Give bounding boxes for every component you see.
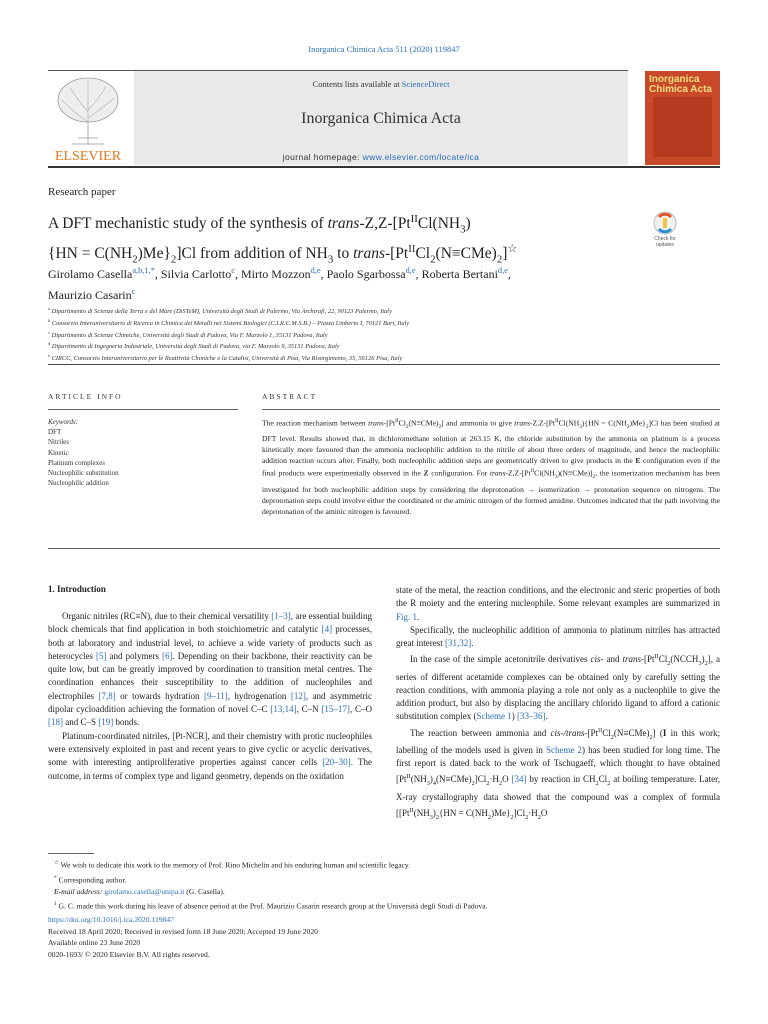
elsevier-logo bbox=[48, 72, 128, 166]
footnote-email[interactable]: E-mail address: girolamo.casella@unipa.it (G. Casella). bbox=[54, 887, 225, 897]
journal-homepage: journal homepage: www.elsevier.com/locate/ica bbox=[282, 152, 480, 162]
keyword-item: DFT bbox=[48, 428, 62, 437]
cover-title-2: Chimica Acta bbox=[649, 84, 712, 95]
keywords-label: Keywords: bbox=[48, 418, 79, 426]
affiliation-d: $^d$ Dipartimento di Ingegneria Industriale, Università degli Studi di Padova, via F. Marzolo 9, 35131 Padova, Italy bbox=[48, 341, 340, 351]
abstract-end-rule bbox=[48, 548, 720, 549]
keyword-item: Nitriles bbox=[48, 438, 69, 447]
journal-cover-image[interactable] bbox=[645, 71, 720, 165]
doi-block bbox=[48, 914, 318, 960]
svg-text:updates: updates bbox=[656, 242, 674, 248]
introduction-heading: 1. Introduction bbox=[48, 584, 106, 594]
keyword-item: Platinum complexes bbox=[48, 458, 105, 467]
journal-citation-link[interactable]: Inorganica Chimica Acta 511 (2020) 119847 bbox=[308, 44, 460, 54]
article-info-heading: ARTICLE INFO bbox=[48, 392, 123, 401]
article-title: A DFT mechanistic study of the synthesis of trans-$Z,Z-[Pt^{II}Cl(NH_3)$ $\{HN = C(NH_2)Me\}_2]Cl$ from addition of $NH_3$ to trans-$[Pt^{II}Cl_2(N\equiv CMe)_2]^☆$ bbox=[48, 213, 518, 266]
footnote-corresponding: * Corresponding author. bbox=[54, 874, 127, 885]
cover-title-1: Inorganica bbox=[649, 74, 700, 85]
doi-link[interactable]: https://doi.org/10.1016/j.ica.2020.119847 bbox=[48, 915, 174, 924]
intro-column-2: state of the metal, the reaction conditions, and the electronic and steric properties of both the R moiety and the entering nucleophile. Some relevant examples are summarized in Fig. 1. Specifically, the nucleophilic addition of ammonia to platinum nitriles has attracted great interest [31,32]. In the case of the simple acetonitrile derivatives cis- and trans-$[Pt^{II}Cl_2(NCCH_3)_2]$, a series of different acetamide complexes can be obtained only by carefully setting the reaction conditions, with ammonia playing a role not only as a nucleophile to give the addition product, but also by displacing the ancillary chlorido ligand to afford a cationic substitution complex (Scheme 1) [33–36]. The reaction between ammonia and cis-$/trans-[Pt^{II}Cl_2(N\equiv CMe)_2]$ (I in this work; labelling of the models used is given in Scheme 2) has been studied for long time. The first report is dated back to the work of Tschugaeff, which thought to have obtained $[Pt^{II}(NH_3)_4(N\equiv CMe)_2]Cl_2\cdot H_2O$ [34] by reaction in $CH_2Cl_2$ at boiling temperature. Later, X-ray crystallography data showed that the compound was a complex of formula [$[Pt^{II}(NH_3)_2\{HN = C(NH_2)Me\}_2]Cl_2\cdot H_2O$ bbox=[396, 585, 721, 821]
homepage-link[interactable]: www.elsevier.com/locate/ica bbox=[362, 152, 480, 162]
available-online: Available online 23 June 2020 bbox=[48, 938, 141, 948]
keyword-item: Kinetic bbox=[48, 448, 69, 457]
sciencedirect-link[interactable]: ScienceDirect bbox=[401, 79, 450, 89]
copyright: 0020-1693/ © 2020 Elsevier B.V. All rights reserved. bbox=[48, 949, 210, 959]
elsevier-logo-text: ELSEVIER bbox=[54, 149, 122, 164]
check-for-updates-badge[interactable] bbox=[648, 210, 682, 248]
abstract-heading: ABSTRACT bbox=[262, 392, 318, 401]
article-type: Research paper bbox=[48, 186, 116, 198]
footnote-dedication: ☆ We wish to dedicate this work to the memory of Prof. Rino Michelin and his enduring human and scientific legacy. bbox=[54, 860, 411, 870]
keyword-item: Nucleophilic substitution bbox=[48, 469, 119, 478]
affiliation-a: $^a$ Dipartimento di Scienze della Terra e del Mare (DiSTeM), Università degli Studi di Palermo, Via Archirafi, 22, 90123 Palermo, Italy bbox=[48, 306, 392, 316]
abstract-rule bbox=[262, 409, 720, 410]
svg-text:Check for: Check for bbox=[654, 236, 676, 242]
footnotes bbox=[48, 857, 720, 913]
keyword-item: Nucleophilic addition bbox=[48, 479, 109, 488]
affiliation-e: $^e$ CIRCC, Consorzio Interuniversitario per le Reattività Chimiche e la Catalisi, Università di Pisa, Via Risorgimento, 35, 56126 Pisa, Italy bbox=[48, 353, 403, 363]
affiliation-c: $^c$ Dipartimento di Scienze Chimiche, Università degli Studi di Padova, Via F. Marzolo 1, 35131 Padova, Italy bbox=[48, 329, 328, 339]
article-info-rule bbox=[48, 409, 238, 410]
footnote-rule bbox=[48, 853, 94, 854]
keywords-block bbox=[48, 417, 119, 488]
affiliation-b: $^b$ Consorzio Interuniversitario di Ricerca in Chimica dei Metalli nei Sistemi Biologici (C.I.R.C.M.S.B.) – Piazza Umberto I, 70121 Bari, Italy bbox=[48, 317, 410, 327]
abstract-text: The reaction mechanism between trans-$[Pt^{II}Cl_2(N\equiv CMe)_2]$ and ammonia to give trans-$Z,Z-[Pt^{II}Cl(NH_3)\{HN = C(NH_2)Me\}_2]Cl$ has been studied at DFT level. Results showed that, in dichloromethane solution at 263.15 K, the chloride substitution by the ammonia on platinum is a process kinetically more favoured than the ammonia nucleophilic addition to the nitrile of about three orders of magnitude, and hence the nucleophilic addition reaction occurs after. Finally, both nucleophilic addition steps are geometrically driven to give products in the E configuration even if the final products were experimentally observed in the Z configuration. For trans-$Z,Z-[Pt^{II}Cl(NH_3)(N\equiv CMe)]_2$, the isomerization mechanism has been investigated for both nucleophilic addition steps by considering the deprotonation → isomerization → protonation sequence on nitrogens. The deprotonation steps could involve either the coordinated or the aminic nitrogen of the formed amidine. Outcomes indicated that the path involving the deprotonation of the aminic nitrogen is favoured. bbox=[262, 418, 720, 516]
article-history: Received 18 April 2020; Received in revised form 18 June 2020; Accepted 19 June 2020 bbox=[48, 926, 318, 936]
footnote-1: $^1$ G. C. made this work during his leave of absence period at the Prof. Maurizio Casarin research group at the Università degli Studi di Padova. bbox=[54, 901, 488, 911]
journal-name: Inorganica Chimica Acta bbox=[301, 110, 461, 127]
keyword-list bbox=[48, 427, 119, 488]
author-list: Girolamo Casella$^{a,b,1,*}$, Silvia Carlotto$^c$, Mirto Mozzon$^{d,e}$, Paolo Sgarbossa$^{d,e}$, Roberta Bertani$^{d,e}$, Maurizio Casarin$^c$ bbox=[48, 266, 511, 302]
contents-line: Contents lists available at ScienceDirect bbox=[312, 79, 450, 89]
header-rule-bottom bbox=[48, 166, 720, 168]
section-rule bbox=[48, 364, 720, 365]
intro-column-1: Organic nitriles (RC≡N), due to their chemical versatility [1–3], are essential building block chemicals that find application in both stoichiometric and catalytic [4] processes, both at laboratory and industrial level, to achieve a wide variety of products such as heterocycles [5] and polymers [6]. Depending on their backbone, their reactivity can be quite low, but can be greatly improved by coordination to transition metal centres. The coordination enhances their susceptibility to the addition of nucleophiles and electrophiles [7,8] or towards hydration [9–11], hydrogenation [12], and asymmetric dipolar cycloaddition achieving the formation of novel C–C [13,14], C–N [15–17], C–O [18] and C–S [19] bonds. Platinum-coordinated nitriles, [Pt-NCR], and their chemistry with protic nucleophiles were extensively exploited in past and recent years to give cyclic or acyclic derivatives, some with interesting antiproliferative properties against cancer cells [20–30]. The outcome, in terms of complex type and ligand geometry, depends on the oxidation bbox=[48, 611, 373, 781]
